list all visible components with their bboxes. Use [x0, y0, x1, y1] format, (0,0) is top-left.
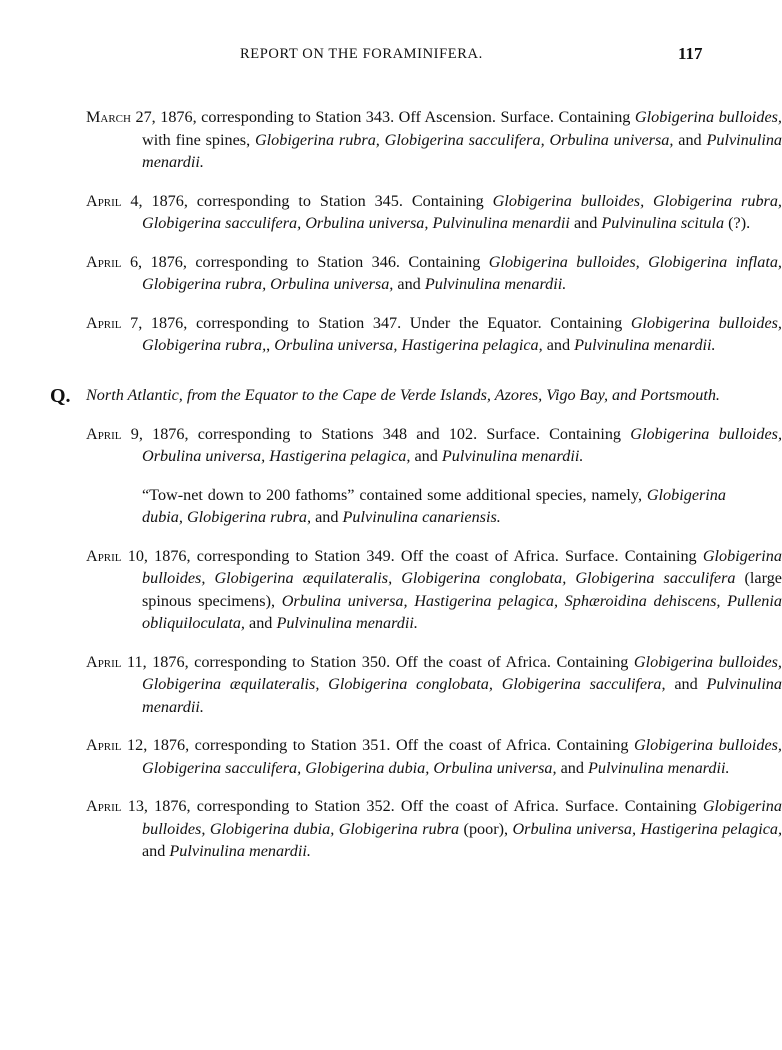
entry-april-10 — [86, 545, 782, 635]
entry-month: April — [86, 797, 122, 816]
entries-list — [0, 90, 782, 877]
entry-april-13 — [86, 795, 782, 862]
entry-april-12 — [86, 734, 782, 779]
species-list: Orbulina universa, Hastigerina pelagica, — [512, 819, 782, 838]
species-list: Pulvinulina canariensis. — [342, 508, 501, 527]
entry-text: and — [556, 758, 589, 777]
species-list: Pulvinulina menardii. — [142, 675, 782, 716]
species-list: Globigerina bulloides, Globigerina inflata, Globigerina rubra, Orbulina universa, — [142, 252, 782, 293]
species-list: Pulvinulina menardii. — [588, 758, 730, 777]
tow-net-note — [142, 484, 726, 529]
species-list: Globigerina bulloides, — [634, 108, 782, 127]
entry-text: and — [410, 447, 442, 466]
entry-text: and — [569, 214, 602, 232]
entry-text: 27, 1876, corresponding to Station 343. Off Ascension. Surface. Containing — [130, 108, 635, 127]
species-list: Orbulina universa, Hastigerina pelagica, Sphæroidina dehiscens, Pullenia obliquiloculata, — [142, 591, 782, 633]
entry-april-11 — [86, 651, 782, 718]
species-list: Globigerina dubia, Globigerina rubra, — [142, 486, 726, 527]
entry-text: 6, 1876, corresponding to Station 346. Containing — [121, 252, 489, 271]
entry-text: 12, 1876, corresponding to Station 351. Off the coast of Africa. Containing — [121, 736, 634, 755]
species-list: Pulvinulina menardii. — [441, 447, 584, 466]
running-header — [0, 44, 776, 68]
entry-text: (poor), — [459, 819, 513, 838]
entry-text: and — [244, 614, 277, 633]
species-list: Pulvinulina menardii. — [276, 614, 418, 633]
species-list: Pulvinulina menardii. — [574, 336, 716, 354]
entry-month: April — [86, 425, 122, 443]
entry-text: 11, 1876, corresponding to Station 350. Off the coast of Africa. Containing — [121, 652, 634, 671]
running-title: REPORT ON THE FORAMINIFERA. — [240, 46, 483, 62]
entry-text: 4, 1876, corresponding to Station 345. Containing — [121, 191, 493, 210]
section-title: North Atlantic, from the Equator to the Cape de Verde Islands, Azores, Vigo Bay, and Portsmouth. — [86, 386, 720, 405]
entry-april-4 — [86, 190, 782, 235]
species-list: Pulvinulina scitula — [601, 214, 725, 232]
entry-text: 7, 1876, corresponding to Station 347. Under the Equator. Containing — [121, 313, 631, 332]
entry-text: and — [142, 842, 170, 861]
entry-april-6 — [86, 251, 782, 296]
species-list: Globigerina bulloides, Globigerina rubra, — [142, 313, 782, 354]
species-list: Pulvinulina menardii. — [424, 275, 567, 293]
species-list: Globigerina rubra, Globigerina sacculifera, Orbulina universa, — [254, 130, 674, 149]
entry-month: April — [86, 313, 122, 332]
entry-text: and — [542, 336, 575, 354]
section-letter: Q. — [50, 385, 71, 408]
entry-text: and — [665, 675, 707, 694]
species-list: Globigerina bulloides, Orbulina universa, Hastigerina pelagica, — [142, 425, 782, 466]
species-list: Globigerina bulloides, Globigerina dubia, Globigerina rubra — [142, 797, 782, 838]
species-list: Globigerina bulloides, Globigerina æquilateralis, Globigerina conglobata, Globigerina sacculifera — [142, 547, 782, 588]
entry-month: April — [86, 252, 122, 271]
entry-month: April — [86, 736, 122, 755]
entry-text: , — [266, 336, 275, 354]
entry-month: April — [86, 652, 122, 671]
entry-text: 13, 1876, corresponding to Station 352. Off the coast of Africa. Surface. Containing — [121, 797, 703, 816]
section-heading-q — [50, 384, 782, 408]
entry-text: 10, 1876, corresponding to Station 349. Off the coast of Africa. Surface. Containing — [121, 547, 703, 565]
page-number: 117 — [678, 44, 703, 63]
entry-text: (large spinous specimens), — [142, 569, 782, 610]
entry-april-7 — [86, 312, 782, 357]
note-text: and — [311, 508, 343, 527]
entry-april-9 — [86, 423, 782, 468]
entry-text: and — [673, 130, 707, 149]
entry-text: (?). — [724, 214, 751, 232]
species-list: Pulvinulina menardii. — [169, 842, 311, 861]
species-list: Globigerina bulloides, Globigerina rubra, Globigerina sacculifera, Orbulina universa, Pulvinulina menardii — [142, 191, 782, 232]
species-list: Pulvinulina menardii. — [142, 130, 782, 171]
entry-march-27 — [86, 106, 782, 173]
entry-month: April — [86, 547, 122, 565]
species-list: Globigerina bulloides, Globigerina sacculifera, Globigerina dubia, Orbulina universa, — [142, 736, 782, 777]
entry-month: April — [86, 191, 122, 210]
entry-month: March — [86, 108, 131, 127]
species-list: Orbulina universa, Hastigerina pelagica, — [274, 336, 543, 354]
note-text: “Tow-net down to 200 fathoms” contained some additional species, namely, — [142, 486, 647, 504]
entry-text: and — [393, 275, 425, 293]
entry-text: with fine spines, — [142, 130, 255, 149]
species-list: Globigerina bulloides, Globigerina æquilateralis, Globigerina conglobata, Globigerina sacculifera, — [142, 652, 782, 694]
entry-text: 9, 1876, corresponding to Stations 348 and 102. Surface. Containing — [121, 425, 631, 443]
